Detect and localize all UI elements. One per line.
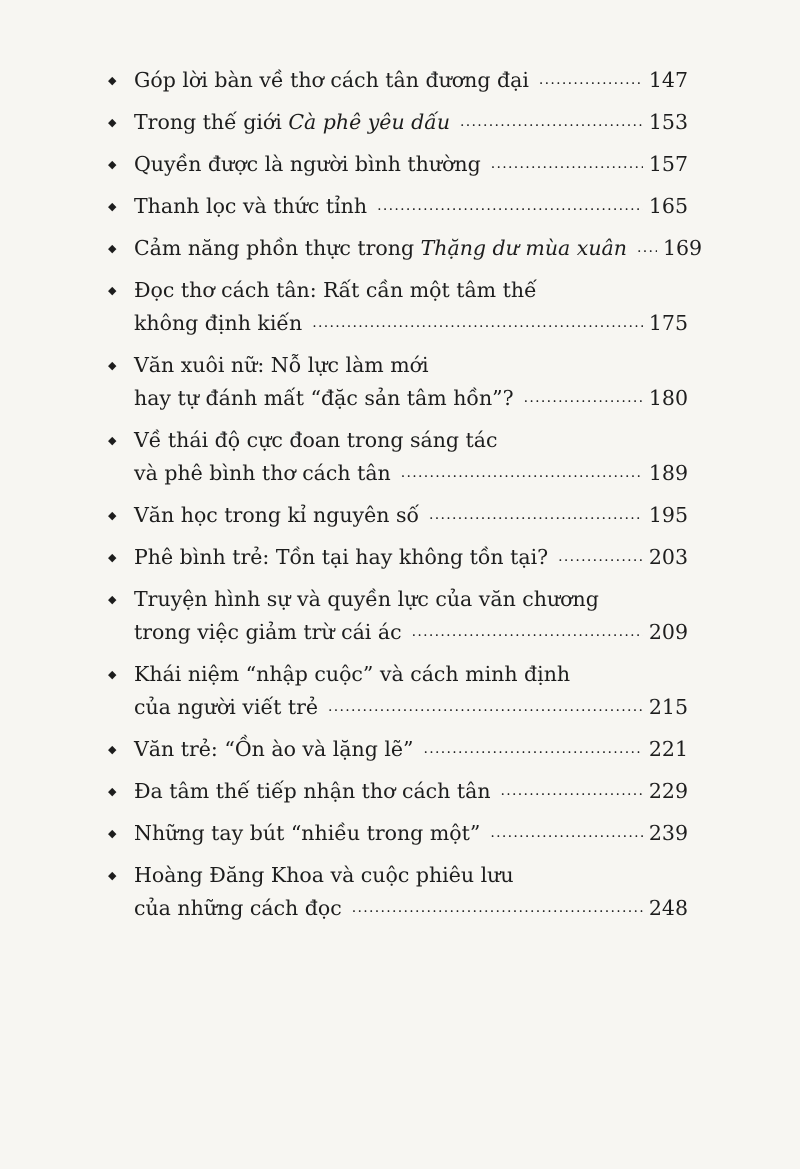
toc-entry-last-line	[134, 541, 688, 577]
dot-leader	[460, 106, 643, 139]
toc-entry[interactable]	[108, 817, 688, 853]
diamond-bullet-icon: ◆	[108, 827, 117, 840]
toc-entry-title-text: Trong thế giới	[134, 110, 289, 134]
toc-entry[interactable]	[108, 658, 688, 727]
toc-entry-title	[134, 232, 627, 265]
page-number: 157	[648, 152, 688, 176]
toc-entry-last-line	[134, 775, 688, 811]
table-of-contents	[108, 64, 703, 934]
page-number: 229	[648, 779, 688, 803]
toc-entry-title-text: Phê bình trẻ: Tồn tại hay không tồn tại?	[134, 545, 549, 569]
toc-entry-title-text: Đa tâm thế tiếp nhận thơ cách tân	[134, 779, 491, 803]
dot-leader	[539, 64, 643, 97]
toc-entry-title	[134, 64, 529, 97]
toc-entry-title-text: hay tự đánh mất “đặc sản tâm hồn”?	[134, 386, 514, 410]
toc-entry-title	[134, 691, 318, 724]
toc-entry-last-line	[134, 232, 703, 268]
toc-entry-title	[134, 382, 514, 415]
diamond-bullet-icon: ◆	[108, 593, 117, 606]
diamond-bullet-icon: ◆	[108, 551, 117, 564]
toc-entry-title-text: Quyền được là người bình thường	[134, 152, 481, 176]
toc-entry-title	[134, 499, 419, 532]
toc-entry-title-line: Đọc thơ cách tân: Rất cần một tâm thế	[134, 278, 537, 302]
toc-entry-title-text: và phê bình thơ cách tân	[134, 461, 391, 485]
diamond-bullet-icon: ◆	[108, 116, 117, 129]
toc-entry-last-line	[134, 616, 688, 652]
toc-entry-title-text: Cảm năng phồn thực trong	[134, 236, 421, 260]
page-number: 209	[648, 620, 688, 644]
toc-entry-last-line	[134, 817, 688, 853]
diamond-bullet-icon: ◆	[108, 434, 117, 447]
dot-leader	[312, 307, 643, 340]
diamond-bullet-icon: ◆	[108, 284, 117, 297]
toc-entry-title-line: Văn xuôi nữ: Nỗ lực làm mới	[134, 353, 429, 377]
toc-entry[interactable]	[108, 499, 688, 535]
dot-leader	[429, 499, 643, 532]
toc-entry[interactable]	[108, 190, 688, 226]
toc-entry-title	[134, 457, 391, 490]
toc-entry-title	[134, 892, 342, 925]
page-number: 195	[648, 503, 688, 527]
toc-entry-last-line	[134, 307, 688, 343]
dot-leader	[412, 616, 643, 649]
dot-leader	[328, 691, 643, 724]
toc-entry[interactable]	[108, 859, 688, 928]
diamond-bullet-icon: ◆	[108, 668, 117, 681]
diamond-bullet-icon: ◆	[108, 509, 117, 522]
page-number: 203	[648, 545, 688, 569]
toc-entry-title-text: Văn học trong kỉ nguyên số	[134, 503, 420, 527]
toc-entry[interactable]	[108, 106, 688, 142]
page-number: 221	[648, 737, 688, 761]
page-number: 215	[648, 695, 688, 719]
toc-entry[interactable]	[108, 733, 688, 769]
dot-leader	[491, 148, 643, 181]
toc-entry[interactable]	[108, 424, 688, 493]
toc-entry-title	[134, 106, 450, 139]
toc-entry-title-text: của người viết trẻ	[134, 695, 319, 719]
toc-entry-title-text: trong việc giảm trừ cái ác	[134, 620, 402, 644]
dot-leader	[524, 382, 643, 415]
page-number: 180	[648, 386, 688, 410]
toc-entry-title-line: Về thái độ cực đoan trong sáng tác	[134, 428, 498, 452]
toc-entry-title	[134, 148, 481, 181]
diamond-bullet-icon: ◆	[108, 242, 117, 255]
diamond-bullet-icon: ◆	[108, 74, 117, 87]
toc-entry-title-line: Khái niệm “nhập cuộc” và cách minh định	[134, 662, 571, 686]
toc-entry[interactable]	[108, 583, 688, 652]
toc-entry-title-italic: Thặng dư mùa xuân	[420, 236, 627, 260]
toc-entry-title-italic: Cà phê yêu dấu	[288, 110, 451, 134]
toc-entry-title-text: Văn trẻ: “Ồn ào và lặng lẽ”	[134, 737, 414, 761]
toc-entry[interactable]	[108, 274, 688, 343]
toc-entry-title	[134, 616, 402, 649]
toc-entry-title	[134, 541, 548, 574]
toc-entry-title-text: Những tay bút “nhiều trong một”	[134, 821, 481, 845]
toc-entry-last-line	[134, 148, 688, 184]
toc-entry-title	[134, 775, 491, 808]
toc-entry-title	[134, 733, 414, 766]
toc-entry[interactable]	[108, 541, 688, 577]
toc-entry[interactable]	[108, 232, 703, 268]
dot-leader	[424, 733, 643, 766]
toc-entry[interactable]	[108, 64, 688, 100]
dot-leader	[352, 892, 643, 925]
page-number: 147	[648, 68, 688, 92]
toc-entry-title	[134, 817, 480, 850]
toc-entry-title-text: không định kiến	[134, 311, 303, 335]
toc-entry-title-text: Góp lời bàn về thơ cách tân đương đại	[134, 68, 529, 92]
toc-entry-title-text: Thanh lọc và thức tỉnh	[134, 194, 368, 218]
toc-entry-last-line	[134, 499, 688, 535]
dot-leader	[401, 457, 643, 490]
page-number: 248	[648, 896, 688, 920]
diamond-bullet-icon: ◆	[108, 785, 117, 798]
page-number: 169	[662, 236, 703, 260]
toc-entry-last-line	[134, 457, 688, 493]
diamond-bullet-icon: ◆	[108, 359, 117, 372]
toc-entry-title	[134, 190, 367, 223]
dot-leader	[637, 232, 657, 265]
toc-entry-last-line	[134, 190, 688, 226]
toc-entry-last-line	[134, 892, 688, 928]
page-number: 175	[648, 311, 688, 335]
toc-entry-title	[134, 307, 302, 340]
toc-entry-last-line	[134, 691, 688, 727]
diamond-bullet-icon: ◆	[108, 743, 117, 756]
page-number: 165	[648, 194, 688, 218]
dot-leader	[377, 190, 643, 223]
dot-leader	[558, 541, 643, 574]
toc-entry-last-line	[134, 733, 688, 769]
dot-leader	[501, 775, 643, 808]
diamond-bullet-icon: ◆	[108, 869, 117, 882]
toc-entry-title-line: Truyện hình sự và quyền lực của văn chương	[134, 587, 599, 611]
toc-entry-last-line	[134, 106, 688, 142]
toc-entry-title-text: của những cách đọc	[134, 896, 342, 920]
page-number: 153	[648, 110, 688, 134]
page-number: 239	[648, 821, 688, 845]
toc-entry[interactable]	[108, 349, 688, 418]
toc-entry[interactable]	[108, 775, 688, 811]
dot-leader	[490, 817, 643, 850]
diamond-bullet-icon: ◆	[108, 200, 117, 213]
toc-entry[interactable]	[108, 148, 688, 184]
page-number: 189	[648, 461, 688, 485]
toc-entry-last-line	[134, 382, 688, 418]
diamond-bullet-icon: ◆	[108, 158, 117, 171]
toc-entry-last-line	[134, 64, 688, 100]
toc-entry-title-line: Hoàng Đăng Khoa và cuộc phiêu lưu	[134, 863, 514, 887]
